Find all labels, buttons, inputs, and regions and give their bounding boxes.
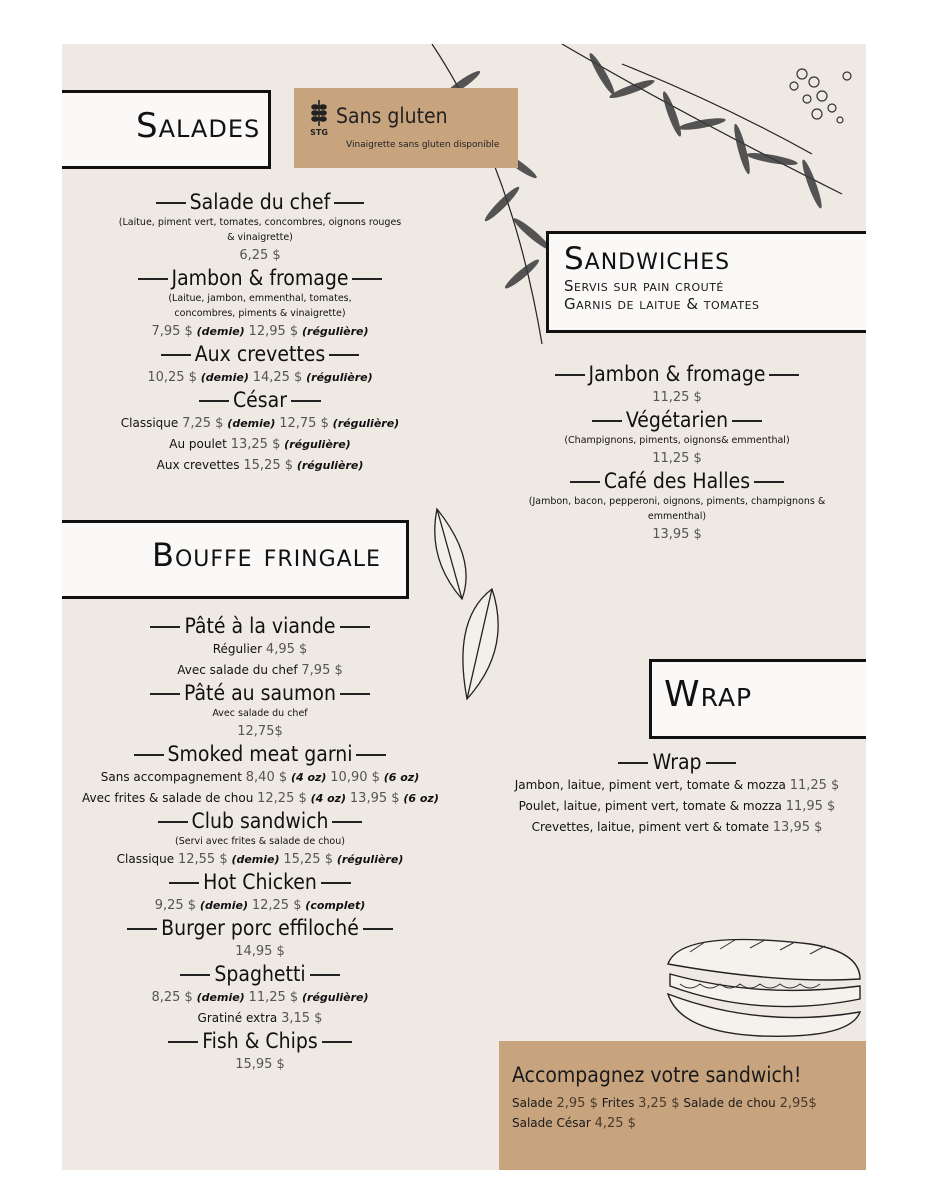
sandwich-item-title [510, 469, 844, 494]
price-value: 3,15 $ [281, 1011, 323, 1026]
dash-decoration [134, 754, 164, 756]
price-value: 12,75 $ [279, 416, 329, 431]
wrap-item-price-line [502, 775, 852, 796]
dash-decoration [732, 420, 762, 422]
sandwiches-header [564, 241, 760, 313]
salade-item-name: Salade du chef [189, 190, 331, 214]
side-price: 2,95 $ [556, 1096, 598, 1111]
sandwich-item [510, 469, 844, 545]
dash-decoration [156, 202, 186, 204]
price-value: 8,40 $ [245, 770, 288, 785]
price-label: Au poulet [169, 437, 227, 451]
price-label: Sans accompagnement [100, 770, 242, 784]
salade-item-price-line [82, 245, 438, 266]
salade-item-name: César [232, 388, 287, 412]
sandwich-illustration [660, 924, 866, 1042]
price-value: 11,25 $ [652, 451, 702, 466]
price-value: 14,25 $ [252, 370, 303, 385]
bouffe-item-price-line [82, 1008, 438, 1029]
salade-item-description: concombres, piments & vinaigrette) [174, 308, 346, 319]
sandwiches-list [510, 362, 844, 545]
dash-decoration [340, 693, 370, 695]
bouffe-item-title [82, 962, 438, 987]
dash-decoration [291, 400, 321, 402]
side-price: 4,25 $ [594, 1116, 636, 1131]
bouffe-item-price-line [82, 660, 438, 681]
price-value: 7,95 $ [151, 324, 193, 339]
sandwich-item-description: (Champignons, piments, oignons& emmenthal) [564, 435, 790, 446]
sandwich-item-name: Jambon & fromage [588, 362, 766, 386]
bouffe-item-name: Burger porc effiloché [161, 916, 359, 940]
salade-item-description: & vinaigrette) [227, 232, 293, 243]
salade-item-price-line [82, 413, 438, 434]
salade-item-description: (Laitue, jambon, emmenthal, tomates, [168, 293, 352, 304]
price-label: Classique [120, 416, 179, 430]
salade-item [82, 190, 438, 266]
bouffe-item-name: Smoked meat garni [167, 742, 353, 766]
dash-decoration [340, 626, 370, 628]
price-qualifier: (6 oz) [403, 792, 439, 805]
accompagnez-line-2 [512, 1113, 636, 1134]
price-label: Régulier [212, 642, 263, 656]
price-label: Avec salade du chef [177, 663, 298, 677]
price-qualifier: (régulière) [336, 853, 404, 866]
salade-item-price-line [82, 455, 438, 476]
dash-decoration [127, 928, 157, 930]
dash-decoration [150, 626, 180, 628]
salade-item [82, 388, 438, 476]
dash-decoration [356, 754, 386, 756]
bouffe-item [82, 1029, 438, 1075]
bouffe-item-price-line [82, 1054, 438, 1075]
salade-item [82, 342, 438, 388]
price-value: 4,95 $ [265, 642, 308, 657]
sandwich-item-price-line [510, 387, 844, 408]
price-qualifier: (régulière) [302, 325, 369, 338]
price-value: 12,25 $ [257, 791, 307, 806]
price-qualifier: (demie) [199, 899, 249, 912]
salade-item-title [82, 266, 438, 291]
bouffe-item-name: Club sandwich [191, 809, 329, 833]
dash-decoration [555, 374, 585, 376]
bouffe-item-title [82, 681, 438, 706]
dash-decoration [158, 821, 188, 823]
price-value: 7,95 $ [301, 663, 343, 678]
sandwich-item-description: (Jambon, bacon, pepperoni, oignons, piments, champignons & [528, 496, 826, 507]
sans-gluten-subtitle: Vinaigrette sans gluten disponible [346, 140, 500, 150]
bouffe-item [82, 916, 438, 962]
bouffe-item [82, 870, 438, 916]
price-label: Aux crevettes [156, 458, 240, 472]
price-value: 8,25 $ [151, 990, 193, 1005]
sandwich-item-title [510, 362, 844, 387]
bouffe-item-price-line [82, 987, 438, 1008]
price-value: 15,95 $ [235, 1057, 285, 1072]
bouffe-item-title [82, 916, 438, 941]
price-value: 10,25 $ [147, 370, 197, 385]
price-value: 11,25 $ [248, 990, 299, 1005]
sandwiches-subtitle-garnish: Garnis de laitue & tomates [564, 295, 760, 313]
menu-page [62, 44, 866, 1170]
price-qualifier: (régulière) [302, 991, 369, 1004]
bouffe-title: Bouffe fringale [152, 536, 381, 574]
salades-list [82, 190, 438, 476]
price-value: 6,25 $ [239, 248, 281, 263]
price-label: Poulet, laitue, piment vert, tomate & mozza [518, 799, 782, 813]
price-qualifier: (régulière) [284, 438, 351, 451]
sandwich-item [510, 408, 844, 469]
bouffe-item-name: Fish & Chips [202, 1029, 318, 1053]
price-qualifier: (demie) [196, 325, 245, 338]
dash-decoration [329, 354, 359, 356]
price-qualifier: (demie) [231, 853, 280, 866]
salade-item-price-line [82, 367, 438, 388]
dash-decoration [150, 693, 180, 695]
accompagnez-title: Accompagnez votre sandwich! [512, 1063, 802, 1087]
bouffe-item [82, 681, 438, 742]
sandwich-item [510, 362, 844, 408]
bouffe-item-title [82, 870, 438, 895]
salade-item-title [82, 342, 438, 367]
price-label: Classique [116, 852, 175, 866]
price-qualifier: (régulière) [296, 459, 364, 472]
side-price: 2,95$ [779, 1096, 817, 1111]
dash-decoration [754, 481, 784, 483]
dash-decoration [769, 374, 799, 376]
price-value: 11,95 $ [785, 799, 836, 814]
price-value: 15,25 $ [243, 458, 293, 473]
accompagnez-box [499, 1041, 866, 1170]
price-qualifier: (régulière) [306, 371, 373, 384]
wrap-item-price-line [502, 796, 852, 817]
dash-decoration [363, 928, 393, 930]
bouffe-item-price-line [82, 639, 438, 660]
dash-decoration [161, 354, 191, 356]
price-value: 12,75$ [237, 724, 283, 739]
bouffe-item-title [82, 1029, 438, 1054]
price-value: 14,95 $ [235, 944, 285, 959]
bouffe-item [82, 742, 438, 809]
wrap-item-name: Wrap [652, 750, 702, 774]
price-qualifier: (4 oz) [290, 771, 327, 784]
price-qualifier: (régulière) [332, 417, 400, 430]
salade-item [82, 266, 438, 342]
accompagnez-line-1 [512, 1093, 817, 1114]
sandwich-item-title [510, 408, 844, 433]
bouffe-list [82, 614, 438, 1075]
salade-item-title [82, 190, 438, 215]
bouffe-item-name: Hot Chicken [203, 870, 317, 894]
price-value: 11,25 $ [789, 778, 840, 793]
dash-decoration [618, 762, 648, 764]
dash-decoration [332, 821, 362, 823]
sandwiches-subtitle-bread: Servis sur pain crouté [564, 277, 724, 295]
price-value: 13,95 $ [772, 820, 823, 835]
side-label: Salade de chou [683, 1096, 776, 1110]
dash-decoration [138, 278, 168, 280]
bouffe-item-description: (Servi avec frites & salade de chou) [175, 836, 345, 847]
price-label: Gratiné extra [197, 1011, 278, 1025]
bouffe-item [82, 614, 438, 681]
dash-decoration [334, 202, 364, 204]
dash-decoration [169, 882, 199, 884]
wrap-item [502, 750, 852, 838]
sandwich-item-price-line [510, 524, 844, 545]
bouffe-item-name: Pâté à la viande [184, 614, 336, 638]
bouffe-item-price-line [82, 788, 438, 809]
side-label: Frites [601, 1096, 635, 1110]
price-value: 13,95 $ [652, 527, 702, 542]
price-qualifier: (complet) [305, 899, 366, 912]
bouffe-item [82, 962, 438, 1029]
price-qualifier: (demie) [227, 417, 276, 430]
bouffe-item-title [82, 809, 438, 834]
price-value: 12,95 $ [248, 324, 299, 339]
side-price: 3,25 $ [638, 1096, 680, 1111]
bouffe-item [82, 809, 438, 870]
dash-decoration [310, 974, 340, 976]
dash-decoration [180, 974, 210, 976]
dash-decoration [592, 420, 622, 422]
dash-decoration [706, 762, 736, 764]
price-value: 11,25 $ [652, 390, 702, 405]
price-qualifier: (4 oz) [310, 792, 347, 805]
dash-decoration [352, 278, 382, 280]
wrap-list [502, 750, 852, 838]
bouffe-item-price-line [82, 721, 438, 742]
price-value: 9,25 $ [154, 898, 197, 913]
salades-title: Salades [136, 106, 261, 146]
price-value: 15,25 $ [283, 852, 333, 867]
dash-decoration [168, 1041, 198, 1043]
price-value: 10,90 $ [330, 770, 380, 785]
sandwich-item-description: emmenthal) [647, 511, 707, 522]
sandwich-item-name: Végétarien [625, 408, 729, 432]
bouffe-item-description: Avec salade du chef [212, 708, 308, 719]
side-label: Salade [512, 1096, 553, 1110]
price-label: Jambon, laitue, piment vert, tomate & mozza [514, 778, 786, 792]
bouffe-item-price-line [82, 849, 438, 870]
sandwiches-title: Sandwiches [564, 241, 731, 277]
bouffe-item-title [82, 742, 438, 767]
price-value: 13,95 $ [349, 791, 400, 806]
wrap-item-title [502, 750, 852, 775]
dash-decoration [321, 882, 351, 884]
sandwich-item-name: Café des Halles [603, 469, 751, 493]
price-value: 13,25 $ [230, 437, 281, 452]
bouffe-item-price-line [82, 941, 438, 962]
price-label: Crevettes, laitue, piment vert & tomate [531, 820, 769, 834]
price-value: 7,25 $ [182, 416, 224, 431]
bouffe-item-name: Pâté au saumon [184, 681, 336, 705]
price-qualifier: (demie) [200, 371, 249, 384]
salade-item-description: (Laitue, piment vert, tomates, concombres, oignons rouges [118, 217, 402, 228]
bouffe-item-name: Spaghetti [214, 962, 306, 986]
price-value: 12,55 $ [177, 852, 228, 867]
dash-decoration [199, 400, 229, 402]
dash-decoration [570, 481, 600, 483]
stg-logo-text: STG [310, 128, 328, 137]
salade-item-price-line [82, 321, 438, 342]
bouffe-item-price-line [82, 767, 438, 788]
sans-gluten-label [294, 88, 518, 168]
price-label: Avec frites & salade de chou [82, 791, 254, 805]
salade-item-name: Aux crevettes [194, 342, 326, 366]
price-value: 12,25 $ [251, 898, 302, 913]
price-qualifier: (demie) [196, 991, 245, 1004]
sans-gluten-title: Sans gluten [336, 104, 448, 128]
wrap-title: Wrap [664, 674, 753, 715]
salade-item-title [82, 388, 438, 413]
salade-item-price-line [82, 434, 438, 455]
salade-item-name: Jambon & fromage [171, 266, 349, 290]
bouffe-item-price-line [82, 895, 438, 916]
side-label: Salade César [512, 1116, 591, 1130]
bouffe-item-title [82, 614, 438, 639]
wheat-icon [308, 98, 330, 138]
sandwich-item-price-line [510, 448, 844, 469]
wrap-item-price-line [502, 817, 852, 838]
price-qualifier: (6 oz) [383, 771, 420, 784]
dash-decoration [322, 1041, 352, 1043]
